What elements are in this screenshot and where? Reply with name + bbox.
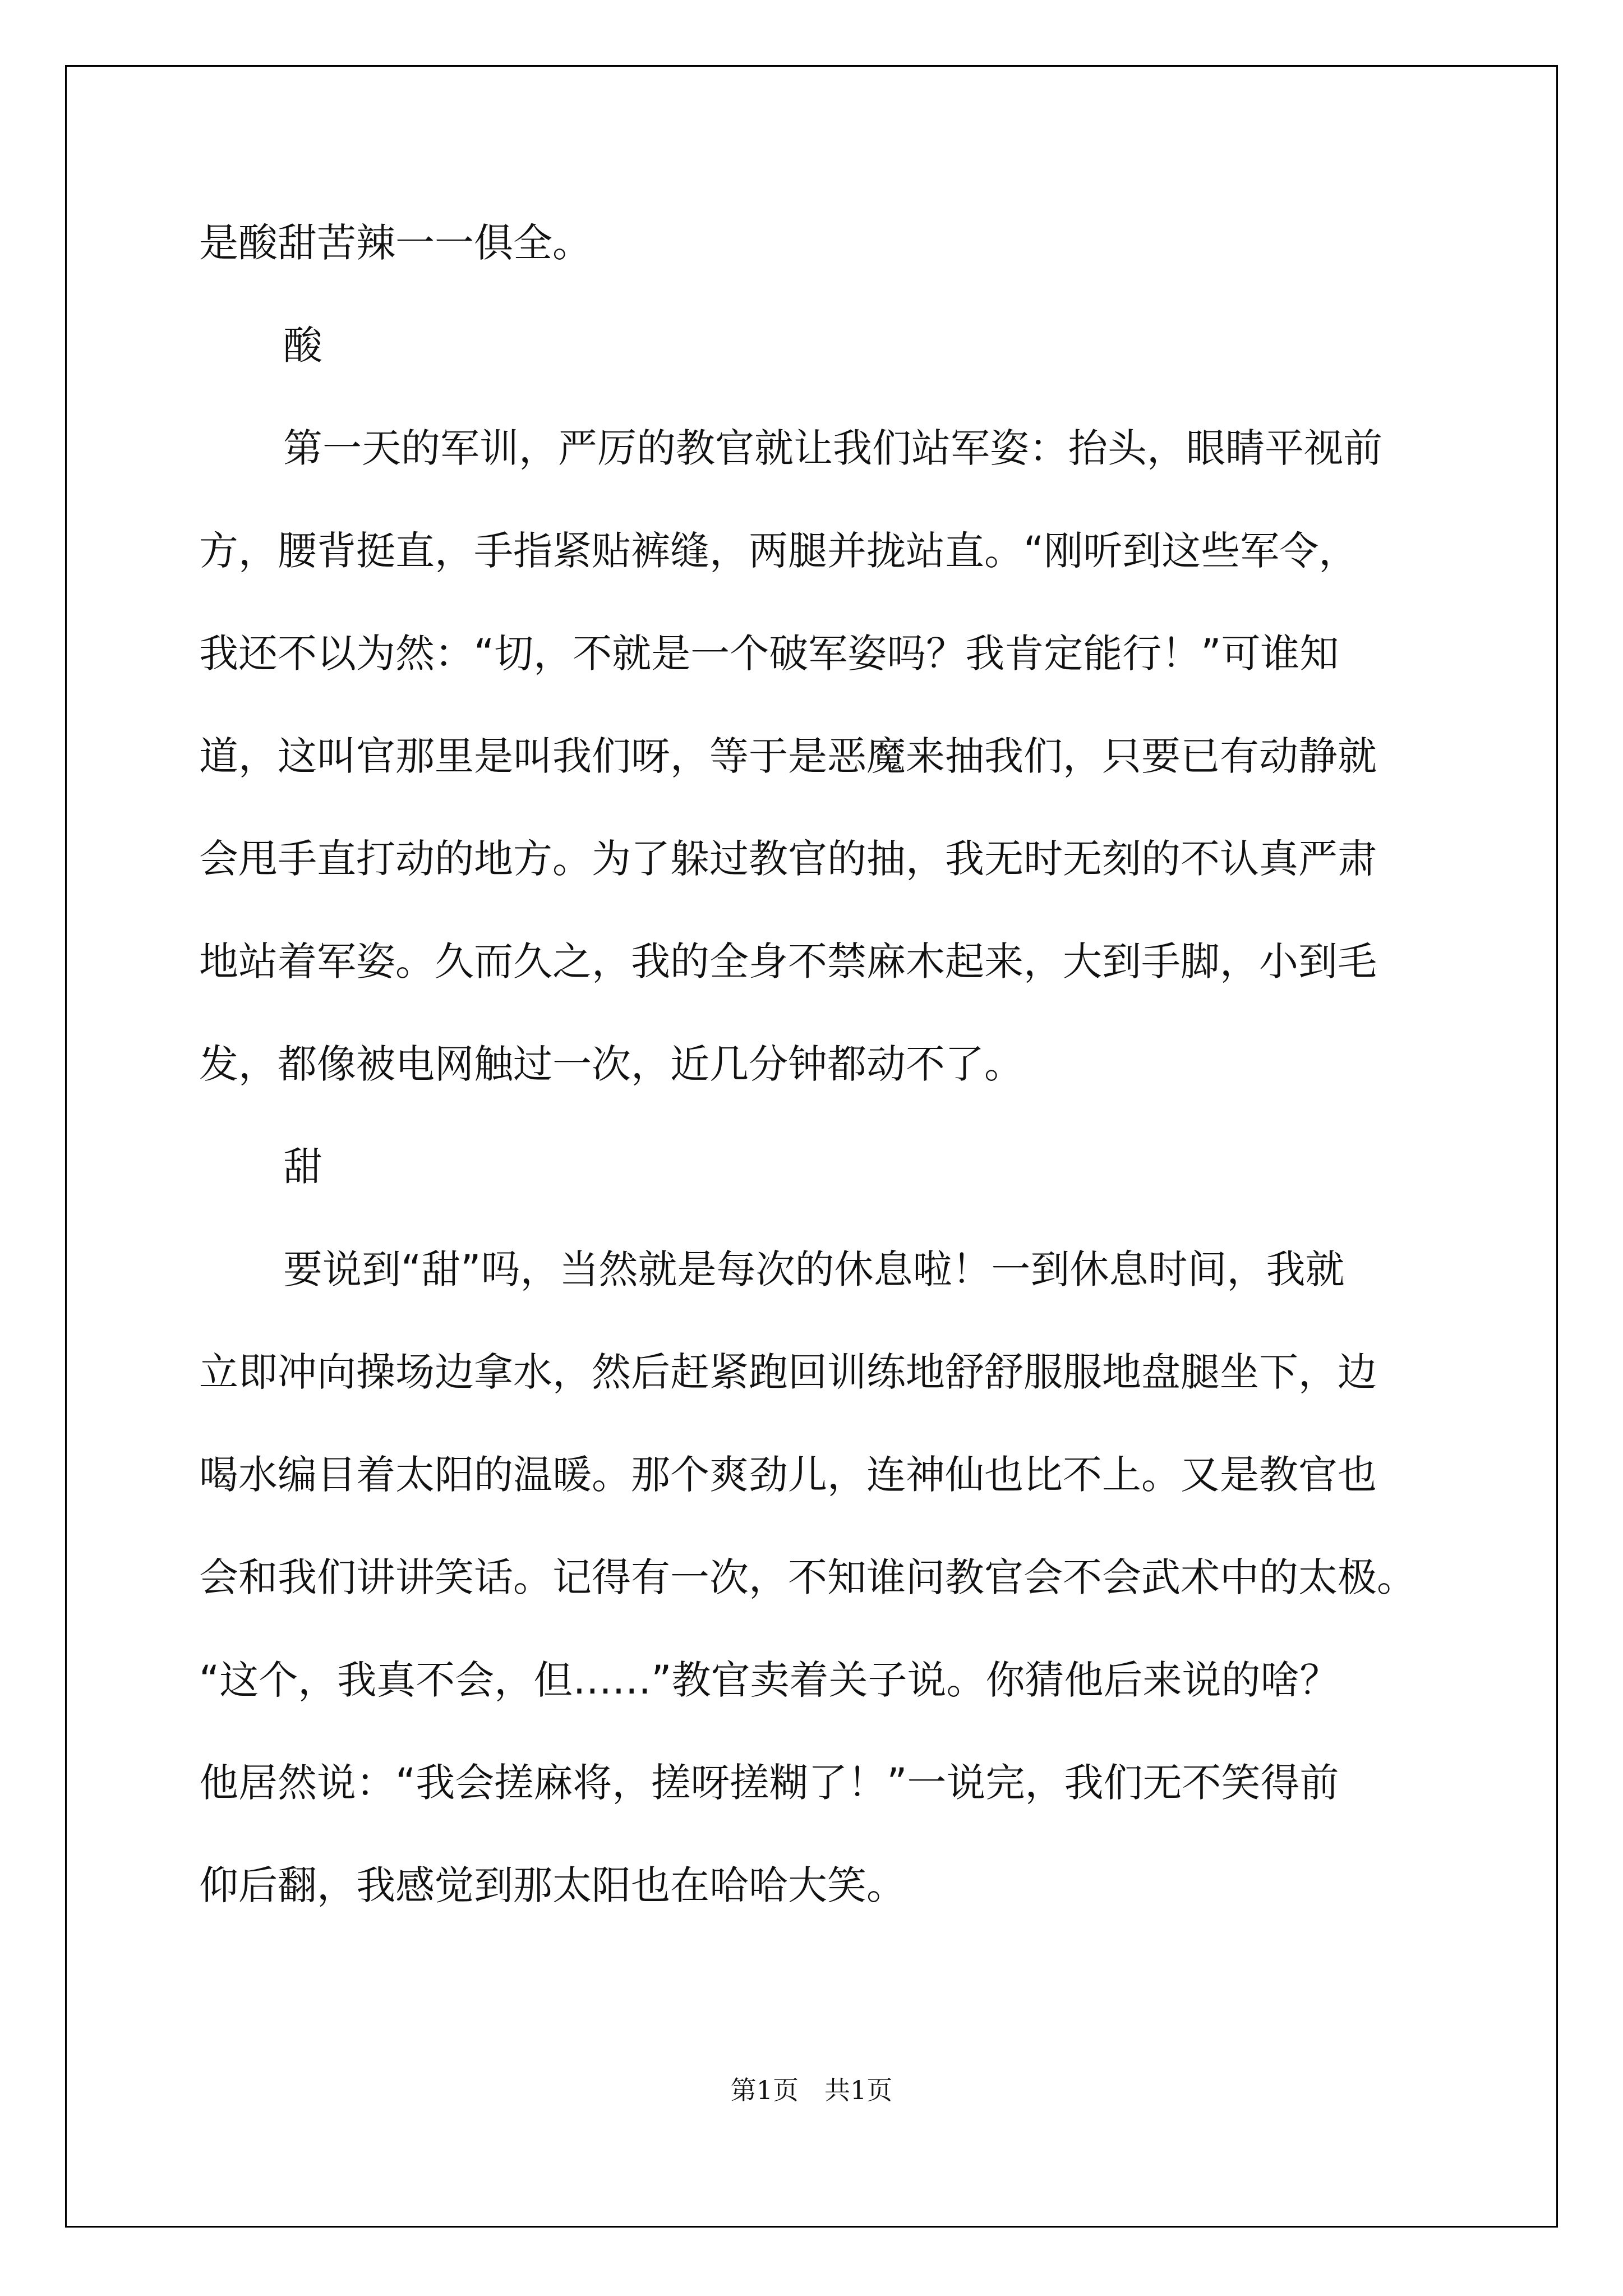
text-line: 发，都像被电网触过一次，近几分钟都动不了。	[199, 1041, 1023, 1087]
section-heading-sour: 酸	[283, 323, 322, 369]
text-line-1: 是酸甜苦辣一一俱全。	[199, 220, 592, 266]
text-line: 喝水编目着太阳的温暖。那个爽劲儿，连神仙也比不上。又是教官也	[199, 1452, 1377, 1498]
paragraph-line-start: 第一天的军训，严厉的教官就让我们站军姿：抬头，眼睛平视前	[283, 425, 1382, 471]
paragraph-line-start: 要说到“甜”吗，当然就是每次的休息啦！一到休息时间，我就	[283, 1246, 1345, 1292]
text-line: 我还不以为然：“切，不就是一个破军姿吗？我肯定能行！”可谁知	[199, 631, 1339, 677]
text-line: 会甩手直打动的地方。为了躲过教官的抽，我无时无刻的不认真严肃	[199, 836, 1377, 882]
text-line: 仰后翻，我感觉到那太阳也在哈哈大笑。	[199, 1862, 906, 1908]
text-line: 地站着军姿。久而久之，我的全身不禁麻木起来，大到手脚，小到毛	[199, 938, 1377, 984]
text-line: 会和我们讲讲笑话。记得有一次，不知谁问教官会不会武术中的太极。	[199, 1554, 1416, 1600]
text-line: 方，腰背挺直，手指紧贴裤缝，两腿并拢站直。“刚听到这些军令，	[199, 528, 1358, 574]
text-line: 他居然说：“我会搓麻将，搓呀搓糊了！”一说完，我们无不笑得前	[199, 1760, 1339, 1806]
section-heading-sweet: 甜	[283, 1144, 322, 1190]
text-line: “这个，我真不会，但……”教官卖着关子说。你猜他后来说的啥？	[199, 1657, 1339, 1703]
page-number-footer: 第1页 共1页	[730, 2075, 893, 2105]
text-line: 道，这叫官那里是叫我们呀，等于是恶魔来抽我们，只要已有动静就	[199, 733, 1377, 779]
text-line: 立即冲向操场边拿水，然后赶紧跑回训练地舒舒服服地盘腿坐下，边	[199, 1349, 1377, 1395]
